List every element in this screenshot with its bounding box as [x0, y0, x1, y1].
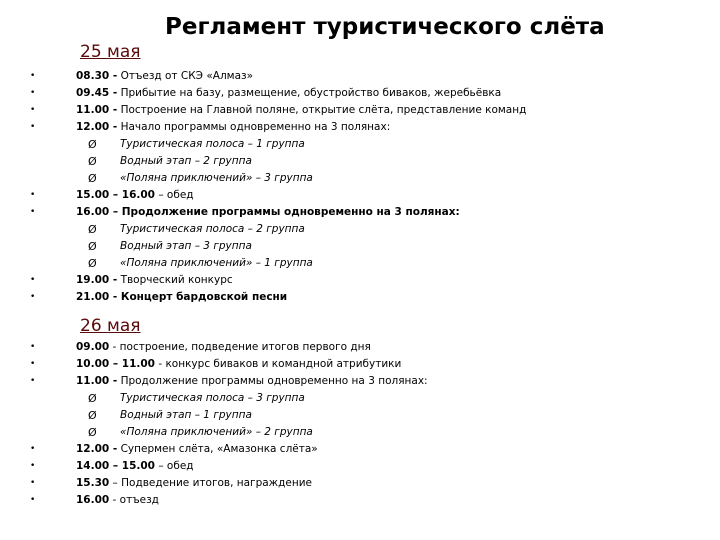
sub-list-item: [30, 221, 710, 238]
schedule-description: – обед: [155, 460, 194, 472]
bullet-icon: •: [30, 478, 36, 488]
day-heading-2: 26 мая: [80, 316, 141, 336]
schedule-time: 08.30 -: [76, 70, 118, 82]
schedule-time: 14.00 – 15.00: [76, 460, 155, 472]
schedule-item: [30, 475, 710, 492]
schedule-item-text: [76, 441, 318, 458]
schedule-time: 09.00: [76, 341, 110, 353]
schedule-time: 16.00: [76, 494, 110, 506]
schedule-description: Построение на Главной поляне, открытие слёта, представление команд: [117, 104, 527, 116]
arrow-bullet-icon: Ø: [88, 138, 97, 151]
schedule-time: 19.00 -: [76, 274, 118, 286]
arrow-bullet-icon: Ø: [88, 409, 97, 422]
schedule-time: 16.00 – Продолжение программы одновременно на 3 полянах:: [76, 206, 460, 218]
sub-list-item: [30, 255, 710, 272]
schedule-item: [30, 441, 710, 458]
bullet-icon: •: [30, 71, 36, 81]
schedule-item-text: [76, 272, 233, 289]
schedule-item-text: [76, 204, 460, 221]
schedule-description: - отъезд: [109, 494, 159, 506]
arrow-bullet-icon: Ø: [88, 155, 97, 168]
schedule-item-text: [76, 339, 371, 356]
arrow-bullet-icon: Ø: [88, 223, 97, 236]
schedule-item-text: [76, 373, 428, 390]
schedule-time: 15.30: [76, 477, 110, 489]
sub-item-text: Туристическая полоса – 1 группа: [120, 138, 305, 150]
schedule-item-text: [76, 356, 401, 373]
schedule-description: – обед: [155, 189, 194, 201]
day-heading-1: 25 мая: [80, 42, 141, 62]
schedule-item: [30, 356, 710, 373]
bullet-icon: •: [30, 105, 36, 115]
schedule-item: [30, 339, 710, 356]
bullet-icon: •: [30, 444, 36, 454]
schedule-item-text: [76, 187, 194, 204]
schedule-item: [30, 272, 710, 289]
schedule-item-text: [76, 475, 312, 492]
bullet-icon: •: [30, 207, 36, 217]
sub-item-text: «Поляна приключений» – 3 группа: [120, 172, 313, 184]
schedule-item: [30, 373, 710, 390]
schedule-item: [30, 85, 710, 102]
bullet-icon: •: [30, 342, 36, 352]
sub-list-item: [30, 424, 710, 441]
sub-item-text: Водный этап – 1 группа: [120, 409, 252, 421]
schedule-item: [30, 187, 710, 204]
schedule-list-day-1: [30, 68, 710, 306]
schedule-list-day-2: [30, 339, 710, 509]
bullet-icon: •: [30, 495, 36, 505]
arrow-bullet-icon: Ø: [88, 172, 97, 185]
sub-list-item: [30, 390, 710, 407]
schedule-time: 15.00 – 16.00: [76, 189, 155, 201]
schedule-description: Прибытие на базу, размещение, обустройство биваков, жеребьёвка: [117, 87, 502, 99]
schedule-time: 12.00 -: [76, 443, 118, 455]
bullet-icon: •: [30, 292, 36, 302]
sub-item-text: Водный этап – 3 группа: [120, 240, 252, 252]
schedule-item: [30, 458, 710, 475]
schedule-description: - конкурс биваков и командной атрибутики: [155, 358, 402, 370]
schedule-time: 12.00 -: [76, 121, 118, 133]
schedule-item: [30, 492, 710, 509]
bullet-icon: •: [30, 275, 36, 285]
schedule-item-text: [76, 458, 194, 475]
schedule-time: 09.45 -: [76, 87, 118, 99]
schedule-item: [30, 102, 710, 119]
schedule-item: [30, 289, 710, 306]
schedule-item-text: [76, 119, 390, 136]
sub-list-item: [30, 170, 710, 187]
sub-list-item: [30, 407, 710, 424]
schedule-description: Супермен слёта, «Амазонка слёта»: [117, 443, 318, 455]
sub-item-text: Водный этап – 2 группа: [120, 155, 252, 167]
schedule-item-text: [76, 102, 526, 119]
bullet-icon: •: [30, 88, 36, 98]
arrow-bullet-icon: Ø: [88, 257, 97, 270]
bullet-icon: •: [30, 376, 36, 386]
schedule-time: 11.00 -: [76, 104, 118, 116]
sub-item-text: Туристическая полоса – 2 группа: [120, 223, 305, 235]
schedule-description: Начало программы одновременно на 3 полянах:: [117, 121, 391, 133]
schedule-description: Продолжение программы одновременно на 3 полянах:: [117, 375, 428, 387]
schedule-item: [30, 68, 710, 85]
schedule-description: Творческий конкурс: [117, 274, 233, 286]
schedule-time: 21.00 - Концерт бардовской песни: [76, 291, 288, 303]
schedule-item-text: [76, 68, 253, 85]
sub-item-text: «Поляна приключений» – 2 группа: [120, 426, 313, 438]
sub-list-item: [30, 136, 710, 153]
schedule-description: - построение, подведение итогов первого дня: [109, 341, 371, 353]
schedule-description: Отъезд от СКЭ «Алмаз»: [117, 70, 254, 82]
bullet-icon: •: [30, 461, 36, 471]
schedule-item-text: [76, 289, 287, 306]
schedule-description: – Подведение итогов, награждение: [109, 477, 312, 489]
bullet-icon: •: [30, 359, 36, 369]
arrow-bullet-icon: Ø: [88, 392, 97, 405]
schedule-time: 11.00 -: [76, 375, 118, 387]
schedule-item: [30, 119, 710, 136]
bullet-icon: •: [30, 122, 36, 132]
schedule-item-text: [76, 492, 159, 509]
sub-list-item: [30, 153, 710, 170]
schedule-item: [30, 204, 710, 221]
sub-item-text: Туристическая полоса – 3 группа: [120, 392, 305, 404]
page-title: Регламент туристического слёта: [165, 14, 605, 40]
arrow-bullet-icon: Ø: [88, 426, 97, 439]
schedule-item-text: [76, 85, 501, 102]
sub-item-text: «Поляна приключений» – 1 группа: [120, 257, 313, 269]
schedule-time: 10.00 – 11.00: [76, 358, 155, 370]
arrow-bullet-icon: Ø: [88, 240, 97, 253]
bullet-icon: •: [30, 190, 36, 200]
sub-list-item: [30, 238, 710, 255]
